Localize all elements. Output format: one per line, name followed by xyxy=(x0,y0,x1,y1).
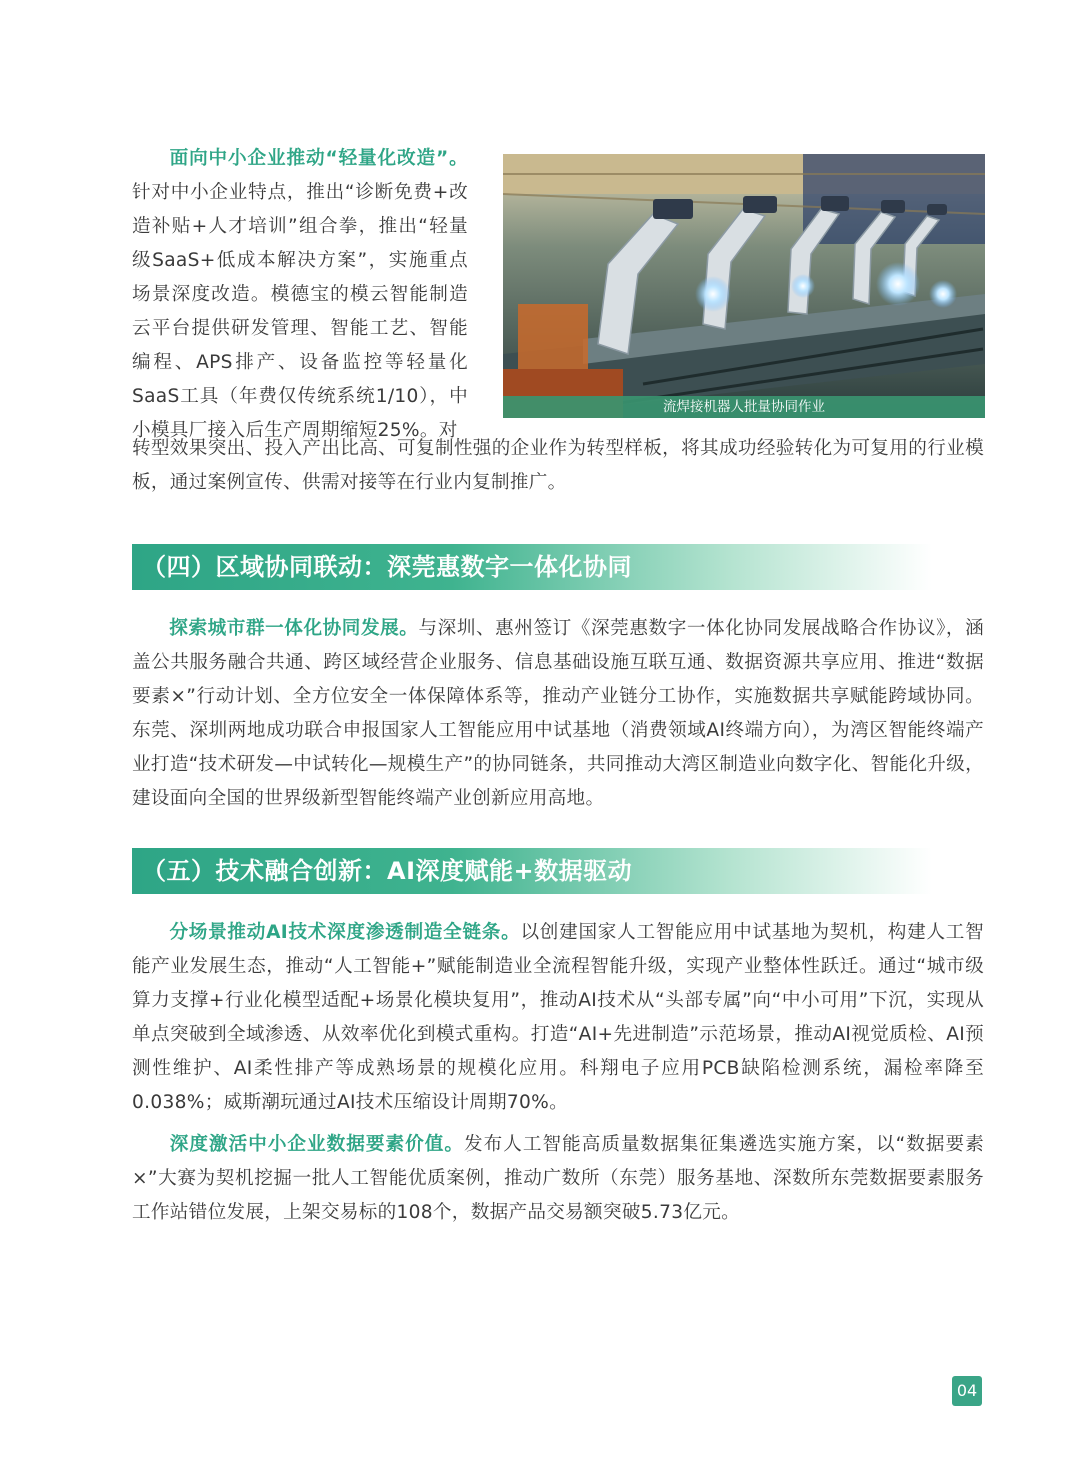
section-5-body-2: 发布人工智能高质量数据集征集遴选实施方案，以“数据要素×”大赛为契机挖掘一批人工智能优质案例，推动广数所（东莞）服务基地、深数所东莞数据要素服务工作站错位发展，上架交易标的108个，数据产品交易额突破5.73亿元。 xyxy=(132,1134,984,1223)
section-5-lead-1: 分场景推动AI技术深度渗透制造全链条。 xyxy=(169,922,521,943)
intro-paragraph xyxy=(132,142,468,448)
section-4-lead: 探索城市群一体化协同发展。 xyxy=(169,618,419,639)
welding-robot-photo xyxy=(503,154,985,418)
section-5-body-1: 以创建国家人工智能应用中试基地为契机，构建人工智能产业发展生态，推动“人工智能+”赋能制造业全流程智能升级，实现产业整体性跃迁。通过“城市级算力支撑+行业化模型适配+场景化模块复用”，推动AI技术从“头部专属”向“中小可用”下沉，实现从单点突破到全域渗透、从效率优化到模式重构。打造“AI+先进制造”示范场景，推动AI视觉质检、AI预测性维护、AI柔性排产等成熟场景的规模化应用。科翔电子应用PCB缺陷检测系统，漏检率降至0.038%；威斯潮玩通过AI技术压缩设计周期70%。 xyxy=(132,922,985,1113)
photo-caption: 流焊接机器人批量协同作业 xyxy=(503,396,985,418)
section-5-lead-2: 深度激活中小企业数据要素价值。 xyxy=(169,1134,464,1155)
welding-robot-line-photo-icon xyxy=(503,154,985,418)
intro-continuation: 转型效果突出、投入产出比高、可复制性强的企业作为转型样板，将其成功经验转化为可复用的行业模板，通过案例宣传、供需对接等在行业内复制推广。 xyxy=(132,438,984,493)
section-4-paragraph xyxy=(132,612,984,816)
section-5-paragraph-2 xyxy=(132,1128,984,1230)
intro-lead: 面向中小企业推动“轻量化改造”。 xyxy=(169,148,468,169)
section-5-heading: （五）技术融合创新：AI深度赋能+数据驱动 xyxy=(132,848,932,894)
intro-body: 针对中小企业特点，推出“诊断免费+改造补贴+人才培训”组合拳，推出“轻量级SaaS+低成本解决方案”，实施重点场景深度改造。模德宝的模云智能制造云平台提供研发管理、智能工艺、智能编程、APS排产、设备监控等轻量化SaaS工具（年费仅传统系统1/10），中小模具厂接入后生产周期缩短25%。对 xyxy=(132,182,468,441)
section-5-paragraph-1 xyxy=(132,916,984,1120)
section-4-body: 与深圳、惠州签订《深莞惠数字一体化协同发展战略合作协议》，涵盖公共服务融合共通、跨区域经营企业服务、信息基础设施互联互通、数据资源共享应用、推进“数据要素×”行动计划、全方位安全一体保障体系等，推动产业链分工协作，实施数据共享赋能跨域协同。东莞、深圳两地成功联合申报国家人工智能应用中试基地（消费领域AI终端方向），为湾区智能终端产业打造“技术研发—中试转化—规模生产”的协同链条，共同推动大湾区制造业向数字化、智能化升级，建设面向全国的世界级新型智能终端产业创新应用高地。 xyxy=(132,618,984,809)
page-number: 04 xyxy=(952,1376,982,1406)
section-4-heading: （四）区域协同联动：深莞惠数字一体化协同 xyxy=(132,544,932,590)
